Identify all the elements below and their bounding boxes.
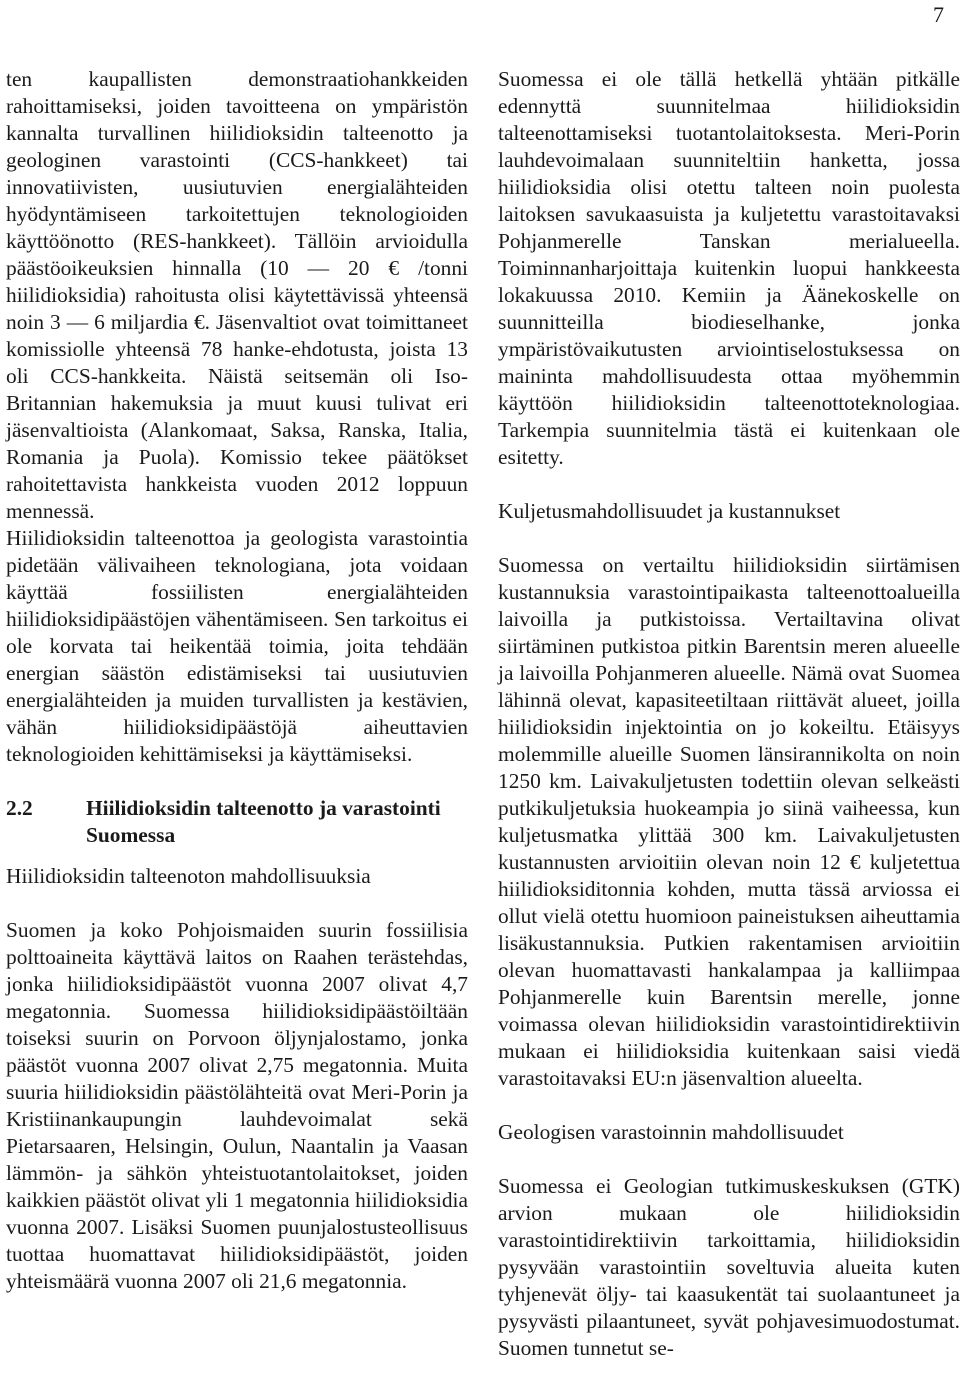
section-title: Hiilidioksidin talteenotto ja varastointi Suomessa [86,796,441,847]
subheading-transport: Kuljetusmahdollisuudet ja kustannukset [498,499,841,523]
section-number: 2.2 [6,796,33,820]
right-paragraph-3: Suomessa ei Geologian tutkimuskeskuksen (GTK) arvion mukaan ole hiilidioksidin varastointidirektiivin tarkoittamia, hiilidioksidin pysyvään varastointiin soveltuvia alueita kuten tyhjenevät öljy- tai kaasukentät tai suolaantuneet ja pysyvästi pilaantuneet, syvät pohjavesimuodostumat. Suomen tunnetut se- [498,1174,960,1360]
left-column [6,66,468,1295]
right-paragraph-1: Suomessa ei ole tällä hetkellä yhtään pitkälle edennyttä suunnitelmaa hiilidioksidin talteenottamiseksi tuotantolaitoksesta. Meri-Porin lauhdevoimalaan suunniteltiin hanketta, jossa hiilidioksidia olisi otettu talteen noin puolesta laitoksen savukaasuista ja kuljetettu varastoitavaksi Pohjanmerelle Tanskan merialueella. Toiminnanharjoittaja kuitenkin luopui hankkeesta lokakuussa 2010. Kemiin ja Äänekoskelle on suunnitteilla biodieselhanke, jonka ympäristövaikutusten arviointiselostuksessa on maininta mahdollisuudesta ottaa myöhemmin käyttöön hiilidioksidin talteenottoteknologiaa. Tarkempia suunnitelmia tästä ei kuitenkaan ole esitetty. [498,67,960,469]
left-paragraph-2: Hiilidioksidin talteenottoa ja geologista varastointia pidetään välivaiheen teknologiana, jota voidaan käyttää fossiilisten energialähteiden hiilidioksidipäästöjen vähentämiseen. Sen tarkoitus ei ole korvata tai heikentää toimia, joita tehdään energian säästön edistämiseksi tai uusiutuvien energialähteiden ja muiden turvallisten ja kestävien, vähän hiilidioksidipäästöjä aiheuttavien teknologioiden kehittämiseksi ja käyttämiseksi. [6,526,468,766]
section-heading [6,795,468,849]
left-paragraph-1: ten kaupallisten demonstraatiohankkeiden rahoittamiseksi, joiden tavoitteena on ympäristön kannalta turvallinen hiilidioksidin talteenotto ja geologinen varastointi (CCS-hankkeet) tai innovatiivisten, uusiutuvien energialähteiden hyödyntämiseen tarkoitettujen teknologioiden käyttöönotto (RES-hankkeet). Tällöin arvioidulla päästöoikeuksien hinnalla (10 — 20 € /tonni hiilidioksidia) rahoitusta olisi käytettävissä yhteensä noin 3 — 6 miljardia €. Jäsenvaltiot ovat toimittaneet komissiolle yhteensä 78 hanke-ehdotusta, joista 13 oli CCS-hankkeita. Näistä seitsemän oli Iso-Britannian hakemuksia ja muut kuusi tulivat eri jäsenvaltioista (Alankomaat, Saksa, Ranska, Italia, Romania ja Puola). Komissio tekee päätökset rahoitettavista hankkeista vuoden 2012 loppuun mennessä. [6,67,468,523]
page-number: 7 [933,2,944,27]
subheading-geological-storage: Geologisen varastoinnin mahdollisuudet [498,1120,844,1144]
right-column [498,66,960,1362]
left-paragraph-3: Suomen ja koko Pohjoismaiden suurin fossiilisia polttoaineita käyttävä laitos on Raahen terästehdas, jonka hiilidioksidipäästöt vuonna 2007 olivat 4,7 megatonnia. Suomessa hiilidioksidipäästöiltään toiseksi suurin on Porvoon öljynjalostamo, jonka päästöt vuonna 2007 olivat 2,75 megatonnia. Muita suuria hiilidioksidin päästölähteitä ovat Meri-Porin ja Kristiinankaupungin lauhdevoimalat sekä Pietarsaaren, Helsingin, Oulun, Naantalin ja Vaasan lämmön- ja sähkön yhteistuotantolaitokset, joiden kaikkien päästöt olivat yli 1 megatonnia hiilidioksidia vuonna 2007. Lisäksi Suomen puunjalostusteollisuus tuottaa huomattavat hiilidioksidipäästöt, joiden yhteismäärä vuonna 2007 oli 21,6 megatonnia. [6,918,468,1293]
right-paragraph-2: Suomessa on vertailtu hiilidioksidin siirtämisen kustannuksia varastointipaikasta talteenottoalueilla laivoilla ja putkistoissa. Vertailtavina olivat siirtäminen putkistoa pitkin Barentsin meren alueelle ja laivoilla Pohjanmeren alueelle. Nämä ovat Suomea lähinnä olevat, kapasiteetiltaan riittävät alueet, joilla hiilidioksidin injektointia on jo kokeiltu. Etäisyys molemmille alueille Suomen länsirannikolta on noin 1250 km. Laivakuljetusten todettiin olevan selkeästi putkikuljetuksia huokeampia jo siinä vaiheessa, kun kuljetusmatka ylittää 300 km. Laivakuljetusten kustannusten arvioitiin olevan noin 12 € kuljetettua hiilidioksiditonnia kohden, mutta tässä arviossa ei ollut vielä otettu huomioon paineistuksen aiheuttamia lisäkustannuksia. Putkien rakentamisen arvioitiin olevan huomattavasti hankalampaa ja kalliimpaa Pohjanmerelle kuin Barentsin merelle, jonne voimassa olevan hiilidioksidin varastointidirektiivin mukaan ei hiilidioksidia kuitenkaan saisi viedä varastoitavaksi EU:n jäsenvaltion alueelta. [498,553,960,1090]
subheading-capture-possibilities: Hiilidioksidin talteenoton mahdollisuuksia [6,864,371,888]
